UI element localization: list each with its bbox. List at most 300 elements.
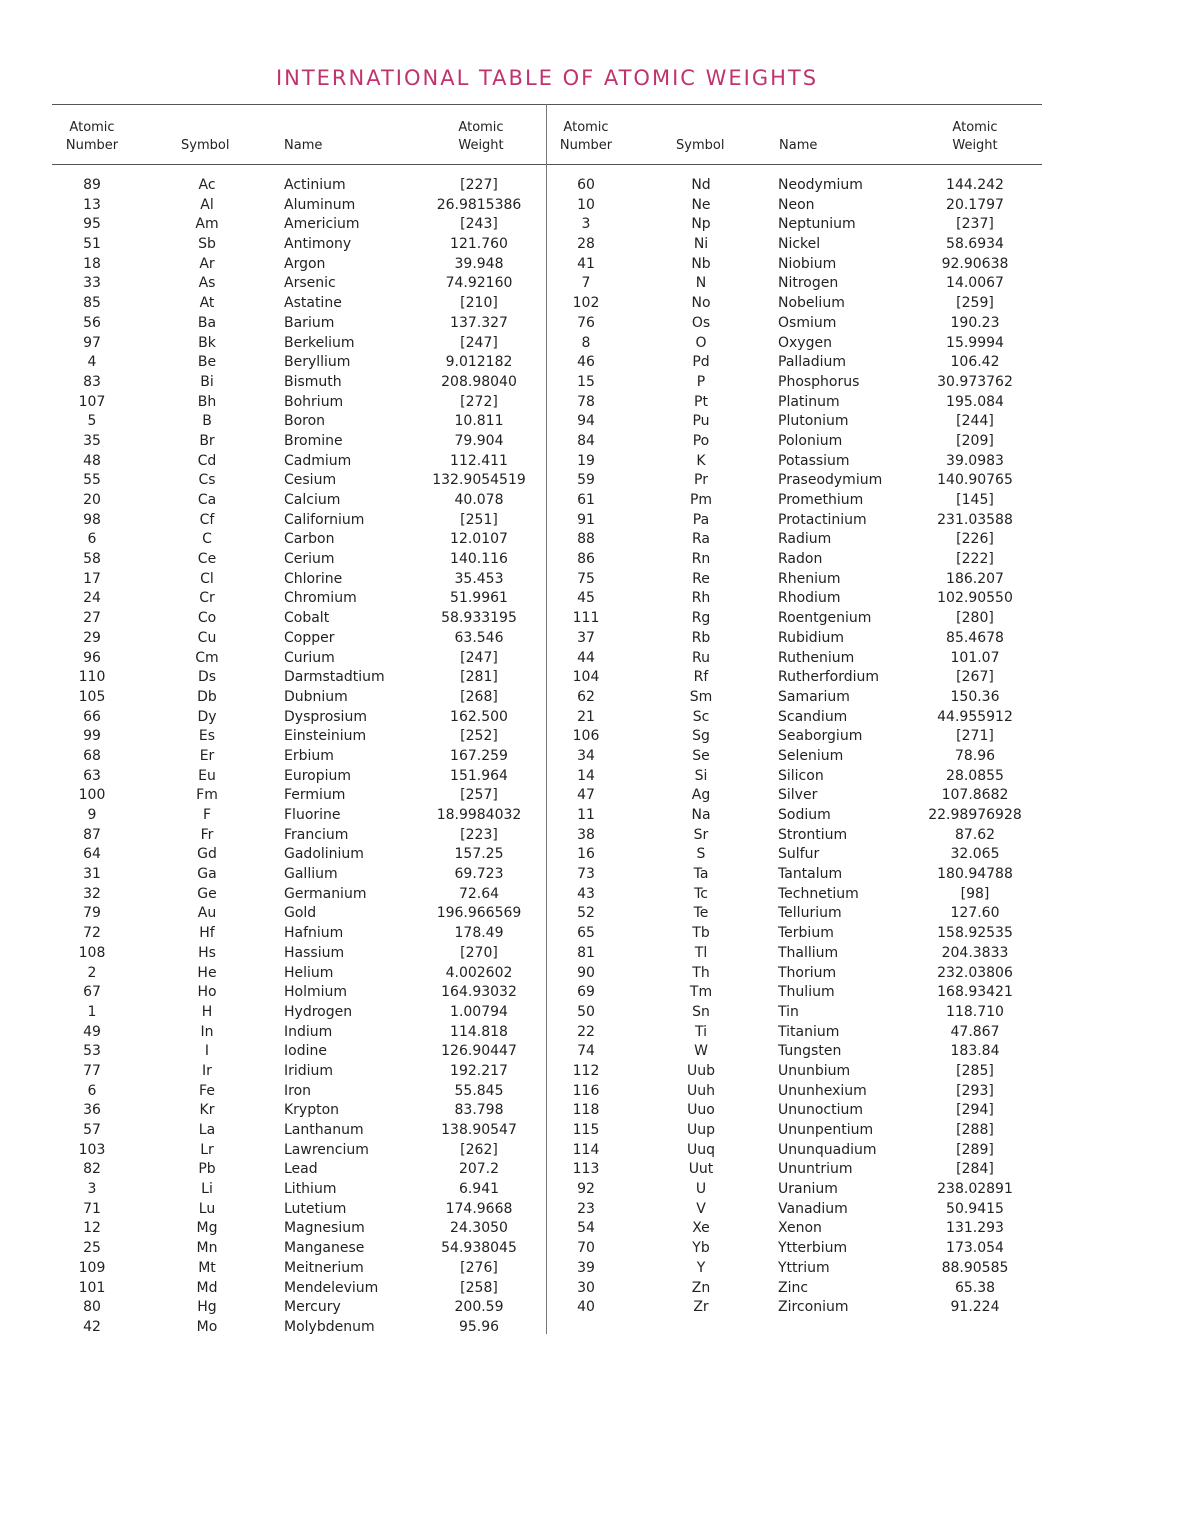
- symbol-cell: Ca: [197, 492, 217, 508]
- atomic-weight-cell: 39.0983: [946, 452, 1004, 469]
- element-name-cell: Technetium: [778, 885, 859, 902]
- atomic-weight-cell: 40.078: [454, 492, 504, 508]
- symbol-cell: Ta: [693, 866, 709, 883]
- atomic-number-cell: 110: [78, 669, 106, 686]
- symbol-cell: Co: [197, 610, 217, 627]
- atomic-number-cell: 9: [87, 807, 97, 823]
- symbol-cell: W: [694, 1043, 708, 1060]
- atomic-number-cell: 105: [78, 688, 106, 705]
- symbol-cell: Y: [696, 1259, 706, 1276]
- atomic-number-cell: 84: [577, 432, 595, 449]
- atomic-number-cell: 69: [577, 984, 595, 1001]
- symbol-cell: B: [202, 413, 212, 430]
- symbol-cell: Uuq: [686, 1141, 715, 1158]
- atomic-number-cell: 79: [83, 905, 101, 922]
- atomic-weight-cell: 58.933195: [441, 610, 517, 627]
- atomic-weight-cell: 69.723: [454, 866, 504, 883]
- atomic-weight-cell: [210]: [460, 295, 498, 312]
- atomic-weight-cell: [237]: [956, 216, 994, 233]
- atomic-number-cell: 104: [572, 669, 600, 686]
- element-name-cell: Titanium: [778, 1023, 840, 1040]
- symbol-cell: Nd: [691, 177, 711, 193]
- atomic-number-cell: 34: [577, 747, 595, 764]
- symbol-cell: Fr: [200, 826, 214, 843]
- symbol-cell: P: [696, 373, 706, 390]
- atomic-number-cell: 57: [83, 1122, 101, 1138]
- element-name-cell: Holmium: [284, 984, 348, 1001]
- header-name-left: Name: [284, 138, 323, 153]
- atomic-weight-cell: [251]: [460, 511, 498, 528]
- element-name-cell: Carbon: [284, 531, 335, 548]
- symbol-cell: Zr: [693, 1299, 709, 1316]
- atomic-number-cell: 19: [577, 452, 595, 469]
- element-name-cell: Plutonium: [778, 413, 849, 430]
- atomic-number-cell: 38: [577, 826, 595, 843]
- atomic-number-cell: 27: [83, 610, 101, 627]
- atomic-number-cell: 103: [78, 1141, 106, 1158]
- atomic-number-cell: 44: [577, 649, 595, 666]
- atomic-weight-cell: [271]: [956, 728, 994, 745]
- element-name-cell: Dubnium: [284, 688, 348, 705]
- atomic-number-cell: 83: [83, 373, 101, 390]
- element-name-cell: Lead: [284, 1161, 318, 1178]
- element-name-cell: Copper: [284, 629, 335, 646]
- atomic-number-cell: 21: [577, 708, 595, 725]
- atomic-number-cell: 42: [83, 1318, 101, 1335]
- element-name-cell: Osmium: [778, 314, 837, 331]
- atomic-number-cell: 32: [83, 885, 101, 902]
- element-name-cell: Barium: [284, 314, 335, 331]
- symbol-cell: Tl: [694, 944, 708, 961]
- atomic-weight-cell: 112.411: [450, 452, 508, 469]
- element-name-cell: Ununpentium: [778, 1122, 874, 1138]
- atomic-weight-cell: 55.845: [454, 1082, 504, 1099]
- symbol-cell: Sc: [692, 708, 710, 725]
- symbol-cell: S: [696, 846, 706, 863]
- element-name-cell: Francium: [284, 826, 349, 843]
- atomic-weight-cell: 15.9994: [946, 334, 1004, 351]
- atomic-number-cell: 43: [577, 885, 595, 902]
- symbol-cell: I: [204, 1043, 210, 1060]
- atomic-number-cell: 82: [83, 1161, 101, 1178]
- symbol-cell: Re: [692, 570, 710, 587]
- atomic-weight-cell: 54.938045: [441, 1240, 517, 1257]
- atomic-number-cell: 33: [83, 275, 101, 292]
- atomic-weight-cell: 132.9054519: [432, 472, 526, 489]
- atomic-number-cell: 46: [577, 354, 595, 371]
- atomic-weight-cell: 208.98040: [441, 373, 517, 390]
- atomic-number-cell: 112: [572, 1062, 600, 1079]
- atomic-weight-cell: [244]: [956, 413, 994, 430]
- symbol-cell: Ge: [197, 885, 217, 902]
- element-name-cell: Potassium: [778, 452, 850, 469]
- atomic-number-cell: 6: [87, 531, 97, 548]
- atomic-weight-cell: 58.6934: [946, 236, 1004, 253]
- atomic-number-cell: 78: [577, 393, 595, 410]
- atomic-number-cell: 116: [572, 1082, 600, 1099]
- symbol-cell: Te: [693, 905, 709, 922]
- symbol-cell: Al: [200, 196, 214, 213]
- atomic-number-cell: 109: [78, 1259, 106, 1276]
- symbol-cell: Cl: [200, 570, 214, 587]
- element-name-cell: Thorium: [778, 964, 837, 981]
- element-name-cell: Promethium: [778, 492, 864, 508]
- symbol-cell: Mg: [196, 1220, 218, 1237]
- atomic-number-cell: 3: [581, 216, 591, 233]
- atomic-number-cell: 52: [577, 905, 595, 922]
- atomic-weight-cell: [145]: [956, 492, 994, 508]
- element-name-cell: Protactinium: [778, 511, 867, 528]
- atomic-number-cell: 59: [577, 472, 595, 489]
- atomic-number-cell: 14: [577, 767, 595, 784]
- element-name-cell: Erbium: [284, 747, 334, 764]
- symbol-cell: Tb: [692, 925, 710, 942]
- atomic-weight-cell: 18.9984032: [436, 807, 522, 823]
- symbol-cell: Na: [691, 807, 711, 823]
- element-name-cell: Uranium: [778, 1181, 838, 1198]
- symbol-cell: At: [199, 295, 215, 312]
- element-name-cell: Berkelium: [284, 334, 355, 351]
- symbol-cell: Am: [195, 216, 219, 233]
- element-name-cell: Ruthenium: [778, 649, 855, 666]
- atomic-number-cell: 85: [83, 295, 101, 312]
- atomic-weight-cell: 88.90585: [941, 1259, 1009, 1276]
- element-name-cell: Sodium: [778, 807, 831, 823]
- element-name-cell: Einsteinium: [284, 728, 367, 745]
- atomic-number-cell: 8: [581, 334, 591, 351]
- element-name-cell: Indium: [284, 1023, 333, 1040]
- atomic-weight-cell: 83.798: [454, 1102, 504, 1119]
- symbol-cell: U: [695, 1181, 707, 1198]
- symbol-cell: Rb: [691, 629, 711, 646]
- atomic-number-cell: 99: [83, 728, 101, 745]
- atomic-number-cell: 41: [577, 255, 595, 272]
- symbol-cell: Pd: [692, 354, 710, 371]
- atomic-weight-cell: 28.0855: [946, 767, 1004, 784]
- atomic-number-cell: 36: [83, 1102, 101, 1119]
- atomic-number-cell: 63: [83, 767, 101, 784]
- element-name-cell: Rhenium: [778, 570, 841, 587]
- symbol-cell: O: [695, 334, 707, 351]
- atomic-weight-cell: [281]: [460, 669, 498, 686]
- symbol-cell: Uup: [686, 1122, 715, 1138]
- atomic-weight-cell: 10.811: [454, 413, 504, 430]
- element-name-cell: Darmstadtium: [284, 669, 385, 686]
- symbol-cell: Ne: [691, 196, 711, 213]
- symbol-cell: Po: [692, 432, 710, 449]
- element-name-cell: Radon: [778, 551, 823, 568]
- element-name-cell: Strontium: [778, 826, 848, 843]
- atomic-number-cell: 92: [577, 1181, 595, 1198]
- symbol-cell: Hs: [198, 944, 216, 961]
- element-name-cell: Cobalt: [284, 610, 330, 627]
- element-name-cell: Thallium: [778, 944, 839, 961]
- atomic-number-cell: 66: [83, 708, 101, 725]
- element-name-cell: Curium: [284, 649, 335, 666]
- atomic-number-cell: 22: [577, 1023, 595, 1040]
- atomic-number-cell: 87: [83, 826, 101, 843]
- atomic-number-cell: 90: [577, 964, 595, 981]
- atomic-weight-cell: 157.25: [454, 846, 504, 863]
- symbol-cell: Ar: [199, 255, 215, 272]
- atomic-number-cell: 72: [83, 925, 101, 942]
- element-name-cell: Tellurium: [778, 905, 842, 922]
- element-name-cell: Lutetium: [284, 1200, 347, 1217]
- symbol-cell: Ce: [197, 551, 217, 568]
- element-name-cell: Europium: [284, 767, 352, 784]
- symbol-cell: Br: [199, 432, 215, 449]
- symbol-cell: Cs: [198, 472, 216, 489]
- atomic-weight-cell: [293]: [956, 1082, 994, 1099]
- element-name-cell: Meitnerium: [284, 1259, 364, 1276]
- atomic-weight-cell: 20.1797: [946, 196, 1004, 213]
- atomic-number-cell: 107: [78, 393, 106, 410]
- atomic-number-cell: 20: [83, 492, 101, 508]
- atomic-weight-cell: 186.207: [946, 570, 1004, 587]
- atomic-weight-cell: 24.3050: [450, 1220, 508, 1237]
- atomic-weight-cell: [257]: [460, 787, 498, 804]
- atomic-number-cell: 118: [572, 1102, 600, 1119]
- atomic-number-cell: 91: [577, 511, 595, 528]
- atomic-weight-cell: 107.8682: [941, 787, 1009, 804]
- atomic-number-cell: 73: [577, 866, 595, 883]
- atomic-number-cell: 15: [577, 373, 595, 390]
- element-name-cell: Argon: [284, 255, 326, 272]
- symbol-cell: Lr: [200, 1141, 214, 1158]
- atomic-number-cell: 7: [581, 275, 591, 292]
- symbol-cell: Uuh: [687, 1082, 715, 1099]
- symbol-cell: Ru: [692, 649, 710, 666]
- atomic-number-cell: 45: [577, 590, 595, 607]
- atomic-weight-cell: [268]: [460, 688, 498, 705]
- atomic-number-cell: 53: [83, 1043, 101, 1060]
- atomic-weight-cell: [98]: [960, 885, 990, 902]
- element-name-cell: Ununhexium: [778, 1082, 867, 1099]
- atomic-weight-cell: 85.4678: [946, 629, 1004, 646]
- element-name-cell: Gadolinium: [284, 846, 364, 863]
- atomic-number-cell: 12: [83, 1220, 101, 1237]
- element-name-cell: Praseodymium: [778, 472, 883, 489]
- element-name-cell: Zirconium: [778, 1299, 849, 1316]
- element-name-cell: Iron: [284, 1082, 312, 1099]
- atomic-weight-cell: 238.02891: [937, 1181, 1013, 1198]
- atomic-weight-cell: 144.242: [946, 177, 1004, 193]
- atomic-number-cell: 24: [83, 590, 101, 607]
- symbol-cell: Yb: [692, 1240, 710, 1257]
- atomic-number-cell: 48: [83, 452, 101, 469]
- header-name-right: Name: [779, 138, 818, 153]
- atomic-weight-cell: 127.60: [950, 905, 1000, 922]
- page-title: INTERNATIONAL TABLE OF ATOMIC WEIGHTS: [275, 66, 819, 90]
- atomic-number-cell: 3: [87, 1181, 97, 1198]
- symbol-cell: Os: [691, 314, 711, 331]
- atomic-weight-cell: 121.760: [450, 236, 508, 253]
- symbol-cell: Fe: [199, 1082, 215, 1099]
- symbol-cell: Rn: [691, 551, 711, 568]
- symbol-cell: Cu: [197, 629, 217, 646]
- atomic-number-cell: 77: [83, 1062, 101, 1079]
- header-atomic-number-left: Atomic Number: [65, 120, 119, 153]
- element-name-cell: Yttrium: [778, 1259, 830, 1276]
- element-name-cell: Silicon: [778, 767, 824, 784]
- atomic-weight-cell: 151.964: [450, 767, 508, 784]
- atomic-weight-cell: [272]: [460, 393, 498, 410]
- atomic-number-cell: 86: [577, 551, 595, 568]
- element-name-cell: Rhodium: [778, 590, 841, 607]
- symbol-cell: Er: [199, 747, 215, 764]
- atomic-number-cell: 35: [83, 432, 101, 449]
- symbol-cell: H: [201, 1003, 213, 1020]
- element-name-cell: Platinum: [778, 393, 840, 410]
- atomic-number-cell: 18: [83, 255, 101, 272]
- atomic-weight-cell: 158.92535: [937, 925, 1013, 942]
- atomic-number-cell: 39: [577, 1259, 595, 1276]
- atomic-number-cell: 102: [572, 295, 600, 312]
- atomic-weight-cell: [267]: [956, 669, 994, 686]
- element-name-cell: Manganese: [284, 1240, 365, 1257]
- atomic-weight-cell: [258]: [460, 1279, 498, 1296]
- symbol-cell: Cr: [199, 590, 215, 607]
- symbol-cell: Ho: [197, 984, 217, 1001]
- symbol-cell: Be: [197, 354, 217, 371]
- symbol-cell: La: [198, 1122, 216, 1138]
- symbol-cell: Np: [691, 216, 711, 233]
- element-name-cell: Neon: [778, 196, 815, 213]
- symbol-cell: As: [198, 275, 216, 292]
- element-name-cell: Aluminum: [284, 196, 356, 213]
- element-name-cell: Neptunium: [778, 216, 856, 233]
- element-name-cell: Calcium: [284, 492, 341, 508]
- element-name-cell: Nickel: [778, 236, 821, 253]
- atomic-weight-cell: 131.293: [946, 1220, 1004, 1237]
- atomic-number-cell: 51: [83, 236, 101, 253]
- symbol-cell: Se: [692, 747, 710, 764]
- symbol-cell: No: [691, 295, 711, 312]
- atomic-number-cell: 56: [83, 314, 101, 331]
- atomic-weight-cell: [226]: [956, 531, 994, 548]
- atomic-number-cell: 67: [83, 984, 101, 1001]
- element-name-cell: Nitrogen: [778, 275, 839, 292]
- element-name-cell: Germanium: [284, 885, 367, 902]
- atomic-weight-cell: 174.9668: [445, 1200, 513, 1217]
- atomic-number-cell: 98: [83, 511, 101, 528]
- atomic-weight-cell: 232.03806: [937, 964, 1013, 981]
- atomic-number-cell: 31: [83, 866, 101, 883]
- atomic-weight-cell: 207.2: [458, 1161, 500, 1178]
- atomic-number-cell: 49: [83, 1023, 101, 1040]
- atomic-weight-cell: 32.065: [950, 846, 1000, 863]
- atomic-number-cell: 13: [83, 196, 101, 213]
- symbol-cell: Sm: [689, 688, 713, 705]
- atomic-weight-cell: [243]: [460, 216, 498, 233]
- element-name-cell: Fermium: [284, 787, 346, 804]
- atomic-weight-cell: 9.012182: [445, 354, 513, 371]
- atomic-weight-cell: [222]: [956, 551, 994, 568]
- element-name-cell: Californium: [284, 511, 365, 528]
- atomic-weight-cell: 168.93421: [937, 984, 1013, 1001]
- element-name-cell: Astatine: [284, 295, 342, 312]
- header-atomic-number-right: Atomic Number: [559, 120, 613, 153]
- atomic-number-cell: 88: [577, 531, 595, 548]
- symbol-cell: Mn: [196, 1240, 218, 1257]
- atomic-weight-cell: 195.084: [946, 393, 1004, 410]
- atomic-weight-cell: 190.23: [950, 314, 1000, 331]
- symbol-cell: Mo: [196, 1318, 218, 1335]
- element-name-cell: Cesium: [284, 472, 337, 489]
- atomic-weight-cell: 4.002602: [445, 964, 513, 981]
- atomic-weight-cell: 183.84: [950, 1043, 1000, 1060]
- atomic-number-cell: 37: [577, 629, 595, 646]
- symbol-cell: Md: [196, 1279, 218, 1296]
- atomic-number-cell: 11: [577, 807, 595, 823]
- atomic-weight-cell: 14.0067: [946, 275, 1004, 292]
- symbol-cell: Cf: [199, 511, 215, 528]
- symbol-cell: F: [202, 807, 212, 823]
- atomic-weight-cell: 138.90547: [441, 1122, 517, 1138]
- atomic-number-cell: 55: [83, 472, 101, 489]
- symbol-cell: Es: [198, 728, 216, 745]
- header-symbol-right: Symbol: [676, 138, 725, 153]
- symbol-cell: Sr: [693, 826, 709, 843]
- symbol-cell: Kr: [199, 1102, 215, 1119]
- symbol-cell: Cm: [195, 649, 219, 666]
- atomic-number-cell: 58: [83, 551, 101, 568]
- element-name-cell: Tungsten: [778, 1043, 842, 1060]
- atomic-number-cell: 74: [577, 1043, 595, 1060]
- element-name-cell: Nobelium: [778, 295, 845, 312]
- symbol-cell: Rf: [693, 669, 709, 686]
- atomic-number-cell: 70: [577, 1240, 595, 1257]
- atomic-weight-cell: [252]: [460, 728, 498, 745]
- symbol-cell: Nb: [691, 255, 711, 272]
- element-name-cell: Tin: [778, 1003, 799, 1020]
- element-name-cell: Beryllium: [284, 354, 351, 371]
- element-name-cell: Lawrencium: [284, 1141, 369, 1158]
- symbol-cell: Cd: [197, 452, 217, 469]
- atomic-weight-cell: 92.90638: [941, 255, 1009, 272]
- symbol-cell: Sn: [692, 1003, 710, 1020]
- atomic-weight-cell: [285]: [956, 1062, 994, 1079]
- element-name-cell: Cerium: [284, 551, 335, 568]
- atomic-weight-cell: 196.966569: [436, 905, 522, 922]
- atomic-weight-cell: 39.948: [454, 255, 504, 272]
- element-name-cell: Silver: [778, 787, 818, 804]
- atomic-number-cell: 64: [83, 846, 101, 863]
- atomic-number-cell: 80: [83, 1299, 101, 1316]
- atomic-weight-cell: [276]: [460, 1259, 498, 1276]
- atomic-number-cell: 28: [577, 236, 595, 253]
- element-name-cell: Bromine: [284, 432, 343, 449]
- top-rule: [52, 104, 1042, 105]
- element-name-cell: Roentgenium: [778, 610, 872, 627]
- element-name-cell: Helium: [284, 964, 334, 981]
- element-name-cell: Lithium: [284, 1181, 337, 1198]
- element-name-cell: Terbium: [778, 925, 834, 942]
- element-name-cell: Bohrium: [284, 393, 344, 410]
- element-name-cell: Hydrogen: [284, 1003, 353, 1020]
- symbol-cell: Tc: [694, 885, 708, 902]
- atomic-number-cell: 76: [577, 314, 595, 331]
- symbol-cell: Hf: [199, 925, 215, 942]
- atomic-weight-cell: 118.710: [946, 1003, 1004, 1020]
- atomic-weight-cell: [280]: [956, 610, 994, 627]
- element-name-cell: Scandium: [778, 708, 848, 725]
- symbol-cell: Db: [197, 688, 217, 705]
- element-name-cell: Gallium: [284, 866, 338, 883]
- atomic-weight-cell: 180.94788: [937, 866, 1013, 883]
- element-name-cell: Niobium: [778, 255, 837, 272]
- element-name-cell: Samarium: [778, 688, 850, 705]
